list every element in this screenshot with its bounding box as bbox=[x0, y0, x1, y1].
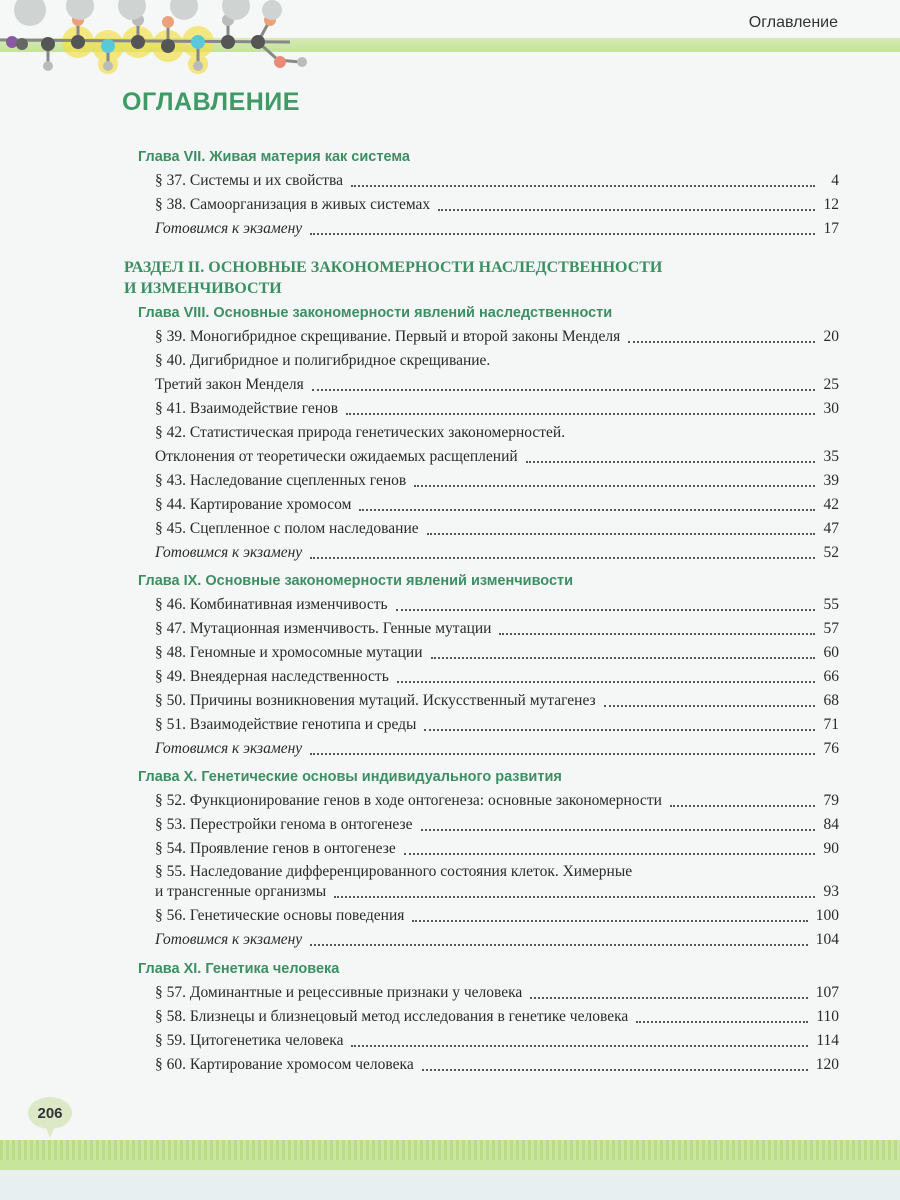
dot-leader bbox=[431, 656, 815, 659]
toc-entry-57[interactable] bbox=[155, 982, 839, 1004]
entry-page: 68 bbox=[823, 692, 839, 709]
entry-text: Готовимся к экзамену bbox=[155, 220, 303, 237]
toc-entry-47[interactable] bbox=[155, 618, 839, 640]
entry-page: 55 bbox=[823, 596, 839, 613]
page-number-pin bbox=[46, 1128, 54, 1138]
dot-leader bbox=[404, 852, 815, 855]
footer-background bbox=[0, 1170, 900, 1200]
dot-leader bbox=[421, 828, 816, 831]
entry-page: 79 bbox=[823, 792, 839, 809]
dot-leader bbox=[312, 388, 815, 391]
entry-text: Отклонения от теоретически ожидаемых расщеплений bbox=[155, 448, 518, 465]
dot-leader bbox=[427, 532, 815, 535]
entry-text: § 59. Цитогенетика человека bbox=[155, 1032, 344, 1049]
entry-text: § 60. Картирование хромосом человека bbox=[155, 1056, 414, 1073]
entry-page: 52 bbox=[823, 544, 839, 561]
toc-entry-41[interactable] bbox=[155, 398, 839, 420]
dot-leader bbox=[636, 1020, 808, 1023]
entry-text: § 44. Картирование хромосом bbox=[155, 496, 352, 513]
dot-leader bbox=[526, 460, 815, 463]
entry-page: 114 bbox=[816, 1032, 839, 1049]
toc-entry-38[interactable] bbox=[155, 194, 839, 216]
entry-page: 71 bbox=[823, 716, 839, 733]
dot-leader bbox=[499, 632, 815, 635]
toc-entry-exam-9[interactable] bbox=[155, 738, 839, 760]
entry-page: 104 bbox=[815, 931, 839, 948]
dot-leader bbox=[604, 704, 815, 707]
toc-entry-45[interactable] bbox=[155, 518, 839, 540]
toc-entry-exam-8[interactable] bbox=[155, 542, 839, 564]
entry-page: 84 bbox=[823, 816, 839, 833]
chapter-8-title: Глава VIII. Основные закономерности явлений наследственности bbox=[138, 305, 613, 321]
entry-text: § 53. Перестройки генома в онтогенезе bbox=[155, 816, 413, 833]
entry-page: 120 bbox=[815, 1056, 839, 1073]
entry-page: 66 bbox=[823, 668, 839, 685]
toc-entry-58[interactable] bbox=[155, 1006, 839, 1028]
entry-text: и трансгенные организмы bbox=[155, 883, 327, 900]
toc-entry-42[interactable] bbox=[155, 446, 839, 468]
toc-entry-52[interactable] bbox=[155, 790, 839, 812]
chapter-7-title: Глава VII. Живая материя как система bbox=[138, 149, 410, 165]
dot-leader bbox=[670, 804, 815, 807]
entry-text: § 46. Комбинативная изменчивость bbox=[155, 596, 388, 613]
entry-text: § 58. Близнецы и близнецовый метод исследования в генетике человека bbox=[155, 1008, 629, 1025]
toc-entry-50[interactable] bbox=[155, 690, 839, 712]
entry-text: § 38. Самоорганизация в живых системах bbox=[155, 196, 431, 213]
toc-entry-55-line-1[interactable]: § 55. Наследование дифференцированного состояния клеток. Химерные bbox=[155, 863, 633, 880]
entry-page: 47 bbox=[823, 520, 839, 537]
toc-entry-48[interactable] bbox=[155, 642, 839, 664]
dot-leader bbox=[351, 184, 815, 187]
entry-page: 25 bbox=[823, 376, 839, 393]
header-title: Оглавление bbox=[748, 14, 838, 31]
toc-entry-53[interactable] bbox=[155, 814, 839, 836]
entry-page: 39 bbox=[823, 472, 839, 489]
dot-leader bbox=[530, 996, 807, 999]
toc-entry-49[interactable] bbox=[155, 666, 839, 688]
section-2-line-2: И ИЗМЕНЧИВОСТИ bbox=[124, 280, 282, 297]
page-title: ОГЛАВЛЕНИЕ bbox=[122, 88, 300, 116]
entry-page: 42 bbox=[823, 496, 839, 513]
toc-entry-60[interactable] bbox=[155, 1054, 839, 1076]
dot-leader bbox=[310, 232, 815, 235]
entry-text: § 54. Проявление генов в онтогенезе bbox=[155, 840, 396, 857]
toc-entry-56[interactable] bbox=[155, 905, 839, 927]
section-2-line-1: РАЗДЕЛ II. ОСНОВНЫЕ ЗАКОНОМЕРНОСТИ НАСЛЕДСТВЕННОСТИ bbox=[124, 259, 663, 276]
entry-text: § 39. Моногибридное скрещивание. Первый и второй законы Менделя bbox=[155, 328, 621, 345]
entry-page: 76 bbox=[823, 740, 839, 757]
toc-entry-39[interactable] bbox=[155, 326, 839, 348]
entry-text: § 45. Сцепленное с полом наследование bbox=[155, 520, 419, 537]
toc-entry-51[interactable] bbox=[155, 714, 839, 736]
dot-leader bbox=[346, 412, 815, 415]
entry-page: 30 bbox=[823, 400, 839, 417]
dot-leader bbox=[310, 556, 815, 559]
entry-page: 17 bbox=[823, 220, 839, 237]
toc-entry-59[interactable] bbox=[155, 1030, 839, 1052]
toc-entry-43[interactable] bbox=[155, 470, 839, 492]
footer-green-band bbox=[0, 1160, 900, 1170]
entry-page: 90 bbox=[823, 840, 839, 857]
entry-text: § 37. Системы и их свойства bbox=[155, 172, 344, 189]
entry-page: 100 bbox=[815, 907, 839, 924]
dot-leader bbox=[359, 508, 815, 511]
dot-leader bbox=[396, 608, 815, 611]
entry-page: 110 bbox=[816, 1008, 839, 1025]
entry-text: § 41. Взаимодействие генов bbox=[155, 400, 339, 417]
dot-leader bbox=[628, 340, 815, 343]
toc-entry-46[interactable] bbox=[155, 594, 839, 616]
dot-leader bbox=[351, 1044, 808, 1047]
entry-page: 93 bbox=[823, 883, 839, 900]
entry-page: 57 bbox=[823, 620, 839, 637]
entry-page: 35 bbox=[823, 448, 839, 465]
toc-entry-55[interactable] bbox=[155, 881, 839, 903]
toc-entry-40-line-1[interactable]: § 40. Дигибридное и полигибридное скрещивание. bbox=[155, 352, 491, 369]
footer-striped-band bbox=[0, 1140, 900, 1160]
dot-leader bbox=[397, 680, 815, 683]
entry-text: § 50. Причины возникновения мутаций. Искусственный мутагенез bbox=[155, 692, 596, 709]
entry-text: § 49. Внеядерная наследственность bbox=[155, 668, 389, 685]
entry-text: § 47. Мутационная изменчивость. Генные мутации bbox=[155, 620, 492, 637]
dot-leader bbox=[412, 919, 807, 922]
toc-entry-54[interactable] bbox=[155, 838, 839, 860]
entry-text: § 51. Взаимодействие генотипа и среды bbox=[155, 716, 417, 733]
entry-text: Готовимся к экзамену bbox=[155, 544, 303, 561]
dot-leader bbox=[310, 943, 808, 946]
entry-text: § 56. Генетические основы поведения bbox=[155, 907, 405, 924]
toc-entry-37[interactable] bbox=[155, 170, 839, 192]
dot-leader bbox=[334, 895, 815, 898]
entry-page: 20 bbox=[823, 328, 839, 345]
toc-entry-exam-10[interactable] bbox=[155, 929, 839, 951]
entry-text: Третий закон Менделя bbox=[155, 376, 304, 393]
entry-text: § 43. Наследование сцепленных генов bbox=[155, 472, 407, 489]
entry-text: Готовимся к экзамену bbox=[155, 931, 303, 948]
dot-leader bbox=[310, 752, 815, 755]
section-2-heading bbox=[124, 257, 662, 299]
toc-entry-exam-7[interactable] bbox=[155, 218, 839, 240]
chapter-11-title: Глава XI. Генетика человека bbox=[138, 961, 340, 977]
entry-page: 4 bbox=[831, 172, 839, 189]
entry-page: 60 bbox=[823, 644, 839, 661]
toc-entry-40[interactable] bbox=[155, 374, 839, 396]
entry-page: 107 bbox=[815, 984, 839, 1001]
entry-text: § 48. Геномные и хромосомные мутации bbox=[155, 644, 423, 661]
molecule-decoration bbox=[0, 0, 320, 80]
dot-leader bbox=[438, 208, 815, 211]
entry-text: § 57. Доминантные и рецессивные признаки у человека bbox=[155, 984, 523, 1001]
dot-leader bbox=[414, 484, 815, 487]
entry-text: § 52. Функционирование генов в ходе онтогенеза: основные закономерности bbox=[155, 792, 662, 809]
page-number: 206 bbox=[28, 1097, 72, 1129]
entry-page: 12 bbox=[823, 196, 839, 213]
chapter-10-title: Глава X. Генетические основы индивидуального развития bbox=[138, 769, 562, 785]
toc-entry-42-line-1[interactable]: § 42. Статистическая природа генетических закономерностей. bbox=[155, 424, 566, 441]
dot-leader bbox=[424, 728, 815, 731]
dot-leader bbox=[422, 1068, 808, 1071]
entry-text: Готовимся к экзамену bbox=[155, 740, 303, 757]
chapter-9-title: Глава IX. Основные закономерности явлений изменчивости bbox=[138, 573, 574, 589]
toc-entry-44[interactable] bbox=[155, 494, 839, 516]
